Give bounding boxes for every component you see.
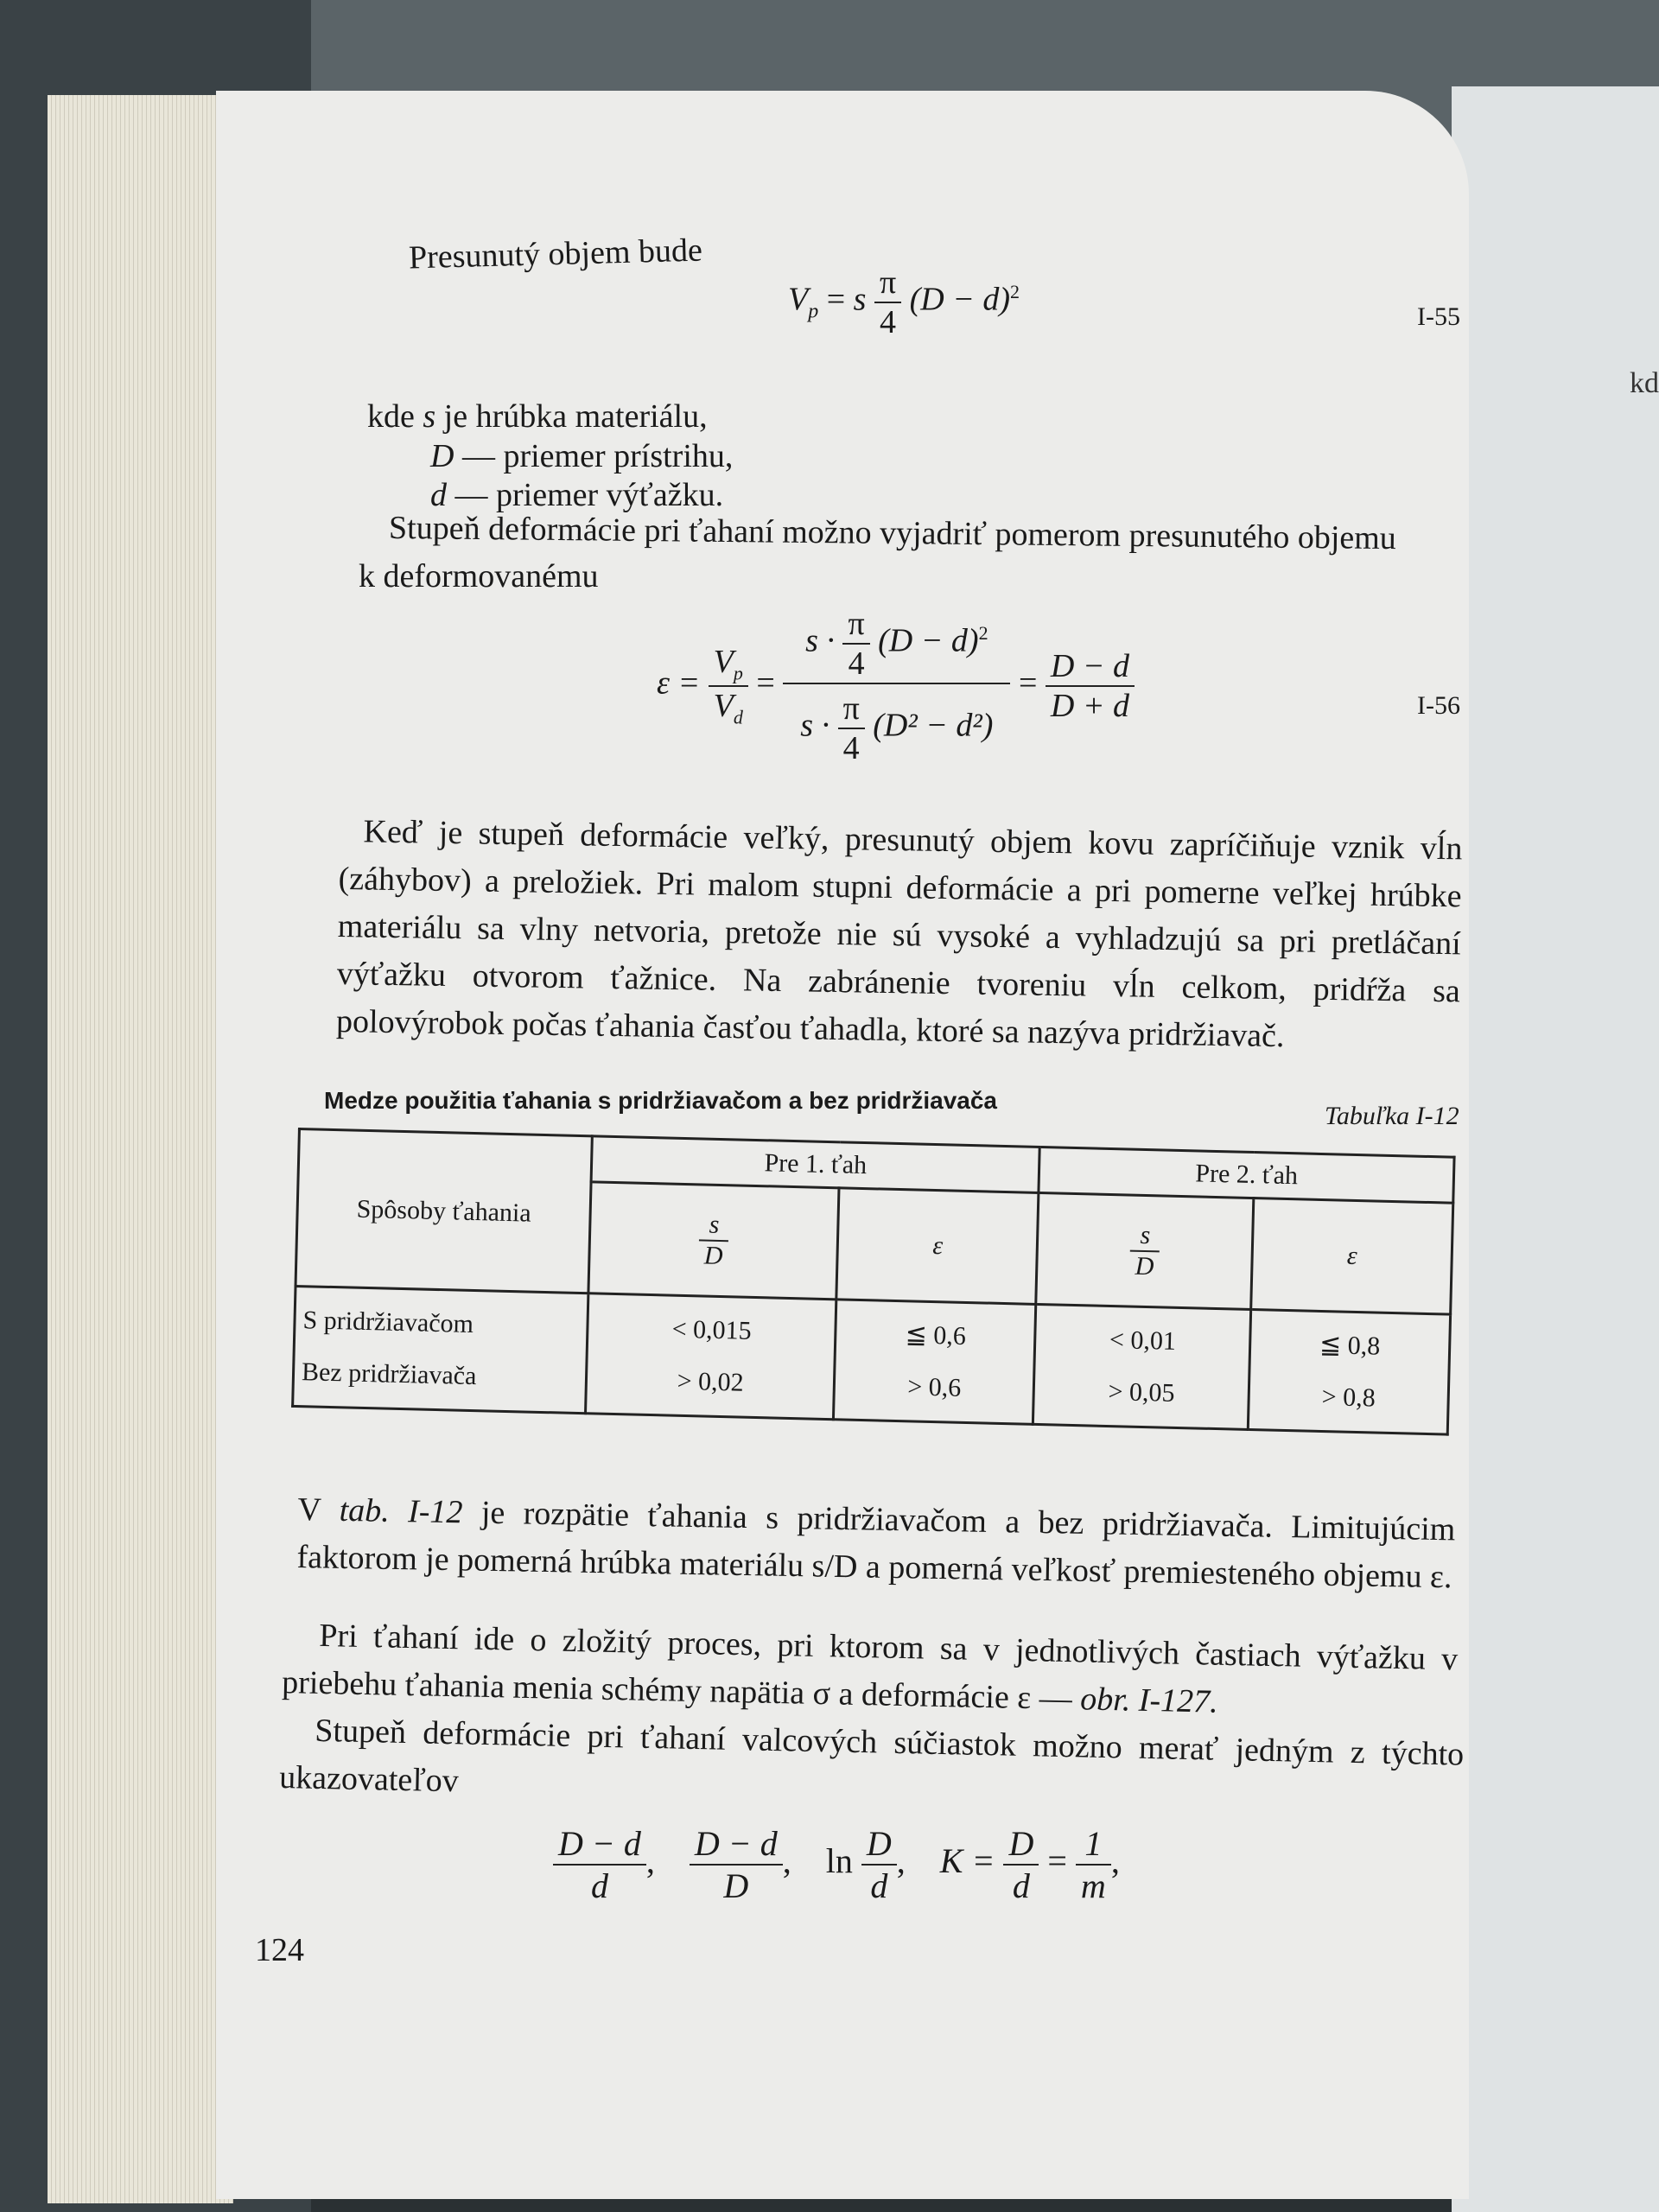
- indicator-1-den: d: [590, 1866, 608, 1905]
- subheader-g1-D: D: [703, 1241, 723, 1271]
- subheader-g2-D: D: [1135, 1251, 1154, 1281]
- eq56-volume-ratio: [709, 643, 748, 728]
- eq55-lhs: V: [788, 281, 809, 318]
- eq56-Vp: V: [713, 644, 734, 681]
- ln-symbol: ln: [825, 1841, 853, 1881]
- subheader-g1-sD: [588, 1182, 840, 1300]
- subheader-g1-eps: ε: [836, 1188, 1039, 1305]
- paragraph-3-table-ref: tab. I-12: [339, 1491, 463, 1531]
- table-i12: [291, 1128, 1456, 1436]
- eq56-Vp-sub: p: [733, 663, 743, 684]
- book-page-edges: [48, 95, 233, 2203]
- indicator-1: [553, 1823, 646, 1906]
- paragraph-4-figure-ref: obr. I-127.: [1079, 1681, 1219, 1720]
- definitions: [367, 397, 733, 516]
- row-label-without: Bez pridržiavača: [301, 1357, 477, 1391]
- indicator-4: [1003, 1823, 1039, 1906]
- eq56-result-num: D − d: [1046, 647, 1135, 687]
- cell-with-g2-sD: < 0,01: [1109, 1325, 1177, 1356]
- indicator-5: [1076, 1823, 1111, 1906]
- defs-lead: kde: [367, 398, 415, 435]
- eq56-top-rest: (D − d): [878, 622, 979, 659]
- eq56-top-four: 4: [848, 645, 865, 682]
- indicator-2-num: D − d: [690, 1823, 783, 1866]
- right-page-fragment: kd: [1630, 367, 1659, 399]
- cell-without-g1-sD: > 0,02: [677, 1366, 745, 1397]
- row-labels: [293, 1286, 588, 1413]
- comma-1: ,: [645, 1841, 655, 1881]
- indicator-3-den: d: [870, 1866, 888, 1905]
- defs-D-text: — priemer prístrihu,: [461, 437, 734, 474]
- eq56-big-fraction: [783, 605, 1010, 767]
- table-number: Tabuľka I-12: [1325, 1102, 1459, 1130]
- defs-D-symbol: D: [430, 437, 454, 474]
- indicator-5-den: m: [1080, 1866, 1106, 1905]
- subheader-g2-sD: [1036, 1192, 1254, 1309]
- eq55-rest: (D − d): [909, 281, 1011, 318]
- paragraph-3-text: je rozpätie ťahania s pridržiavačom a bez pridržiavača. Limitujúcim faktorom je pomerná hrúbka materiálu s/D a pomerná veľkosť premiesteného objemu ε.: [296, 1494, 1456, 1596]
- cells-g2-eps: [1248, 1310, 1450, 1435]
- eq56-Vd-sub: d: [733, 706, 743, 728]
- eq56-bottom-rest: (D² − d²): [873, 707, 994, 744]
- eq56-bottom-prefix: s ·: [800, 707, 830, 744]
- comma-3: ,: [896, 1841, 906, 1881]
- eq56-bottom-four: 4: [842, 730, 860, 766]
- subheader-g2-s: s: [1130, 1221, 1160, 1253]
- equation-i55: $V_p = s$ $\frac{\pi}{4}$ $(D - d)^2$: [788, 264, 1020, 340]
- K-symbol: K =: [939, 1841, 995, 1881]
- eq55-pi: π: [874, 264, 901, 303]
- eq56-eq2: =: [1018, 664, 1038, 702]
- paragraph-3-start: V: [297, 1491, 321, 1529]
- eq56-top-sup: 2: [978, 622, 988, 645]
- cells-g1-eps: [834, 1300, 1036, 1425]
- eq55-four: 4: [880, 304, 897, 340]
- eq55-number: I-55: [1417, 302, 1460, 331]
- cell-without-g1-eps: > 0,6: [906, 1372, 962, 1402]
- indicator-3-num: D: [861, 1823, 897, 1866]
- paragraph-1-line-2: k deformovanému: [359, 558, 599, 594]
- eq56-top-prefix: s ·: [805, 622, 835, 659]
- paragraph-5: Stupeň deformácie pri ťahaní valcových súčiastok možno merať jedným z týchto ukazovateľov: [278, 1712, 1465, 1800]
- eq56-bottom-pi: π: [838, 690, 865, 729]
- eq55-s: s: [853, 281, 867, 318]
- comma-2: ,: [782, 1841, 791, 1881]
- cell-without-g2-eps: > 0,8: [1321, 1382, 1376, 1413]
- indicator-5-num: 1: [1076, 1823, 1111, 1866]
- cells-g2-sD: [1033, 1304, 1251, 1429]
- right-page: [1452, 86, 1659, 2212]
- header-group-1: Pre 1. ťah: [591, 1136, 1040, 1193]
- eq56-result-den: D + d: [1050, 688, 1129, 724]
- row-label-with: S pridržiavačom: [302, 1306, 474, 1339]
- indicator-2: [690, 1823, 783, 1906]
- cell-with-g1-eps: ≦ 0,6: [905, 1320, 967, 1351]
- page-number: 124: [255, 1932, 304, 1968]
- paragraph-3: [296, 1486, 1456, 1601]
- intro-text: Presunutý objem bude: [408, 232, 703, 276]
- cell-with-g2-eps: ≦ 0,8: [1319, 1330, 1381, 1361]
- defs-d-text: — priemer výťažku.: [454, 477, 724, 514]
- cell-without-g2-sD: > 0,05: [1108, 1377, 1175, 1408]
- paragraph-2: Keď je stupeň deformácie veľký, presunutý objem kovu zapríčiňuje vznik vĺn (záhybov) a preložiek. Pri malom stupni deformácie a pri pomerne veľkej hrúbke materiálu sa vlny netvoria, pretože nie sú vysoké a vyhladzujú sa pri pretláčaní výťažku otvorom ťažnice. Na zabránenie tvoreniu vĺn celkom, pridŕža sa polovýrobok počas ťahania časťou ťahadla, ktoré sa nazýva pridržiavač.: [335, 813, 1463, 1055]
- eq55-sup: 2: [1010, 281, 1020, 303]
- eq56-eps: ε =: [657, 664, 701, 702]
- eq56-top-pi: π: [842, 605, 869, 645]
- defs-s-symbol: s: [423, 398, 436, 435]
- header-method: Spôsoby ťahania: [296, 1129, 592, 1294]
- comma-4: ,: [1110, 1841, 1120, 1881]
- eq56-result: [1046, 647, 1135, 725]
- indicator-2-den: D: [723, 1866, 749, 1905]
- eq55-lhs-sub: p: [808, 300, 819, 323]
- eq56-eq: =: [756, 664, 775, 702]
- eq56-number: I-56: [1417, 691, 1460, 720]
- defs-d-symbol: d: [430, 477, 447, 514]
- paragraph-4-text: Pri ťahaní ide o zložitý proces, pri ktorom sa v jednotlivých častiach výťažku v priebehu ťahania menia schémy napätia σ a deformácie ε —: [281, 1617, 1459, 1718]
- header-group-2: Pre 2. ťah: [1039, 1147, 1454, 1203]
- indicator-3: [861, 1823, 897, 1906]
- equation-i56: [657, 605, 1135, 767]
- eq56-Vd: V: [713, 688, 734, 724]
- subheader-g1-s: s: [699, 1210, 729, 1242]
- cell-with-g1-sD: < 0,015: [671, 1314, 752, 1345]
- eq-sign: =: [1047, 1841, 1067, 1881]
- subheader-g2-eps: ε: [1251, 1198, 1453, 1315]
- table-caption: Medze použitia ťahania s pridržiavačom a bez pridržiavača: [324, 1087, 997, 1114]
- equation-indicators: [553, 1823, 1120, 1906]
- indicator-1-num: D − d: [553, 1823, 646, 1866]
- indicator-4-num: D: [1003, 1823, 1039, 1866]
- cells-g1-sD: [586, 1294, 837, 1420]
- defs-s-text: je hrúbka materiálu,: [443, 398, 708, 435]
- indicator-4-den: d: [1012, 1866, 1030, 1905]
- eq55-fraction: [874, 264, 901, 341]
- paragraph-1-line-1: Stupeň deformácie pri ťahaní možno vyjadriť pomerom presunutého objemu: [388, 509, 1397, 557]
